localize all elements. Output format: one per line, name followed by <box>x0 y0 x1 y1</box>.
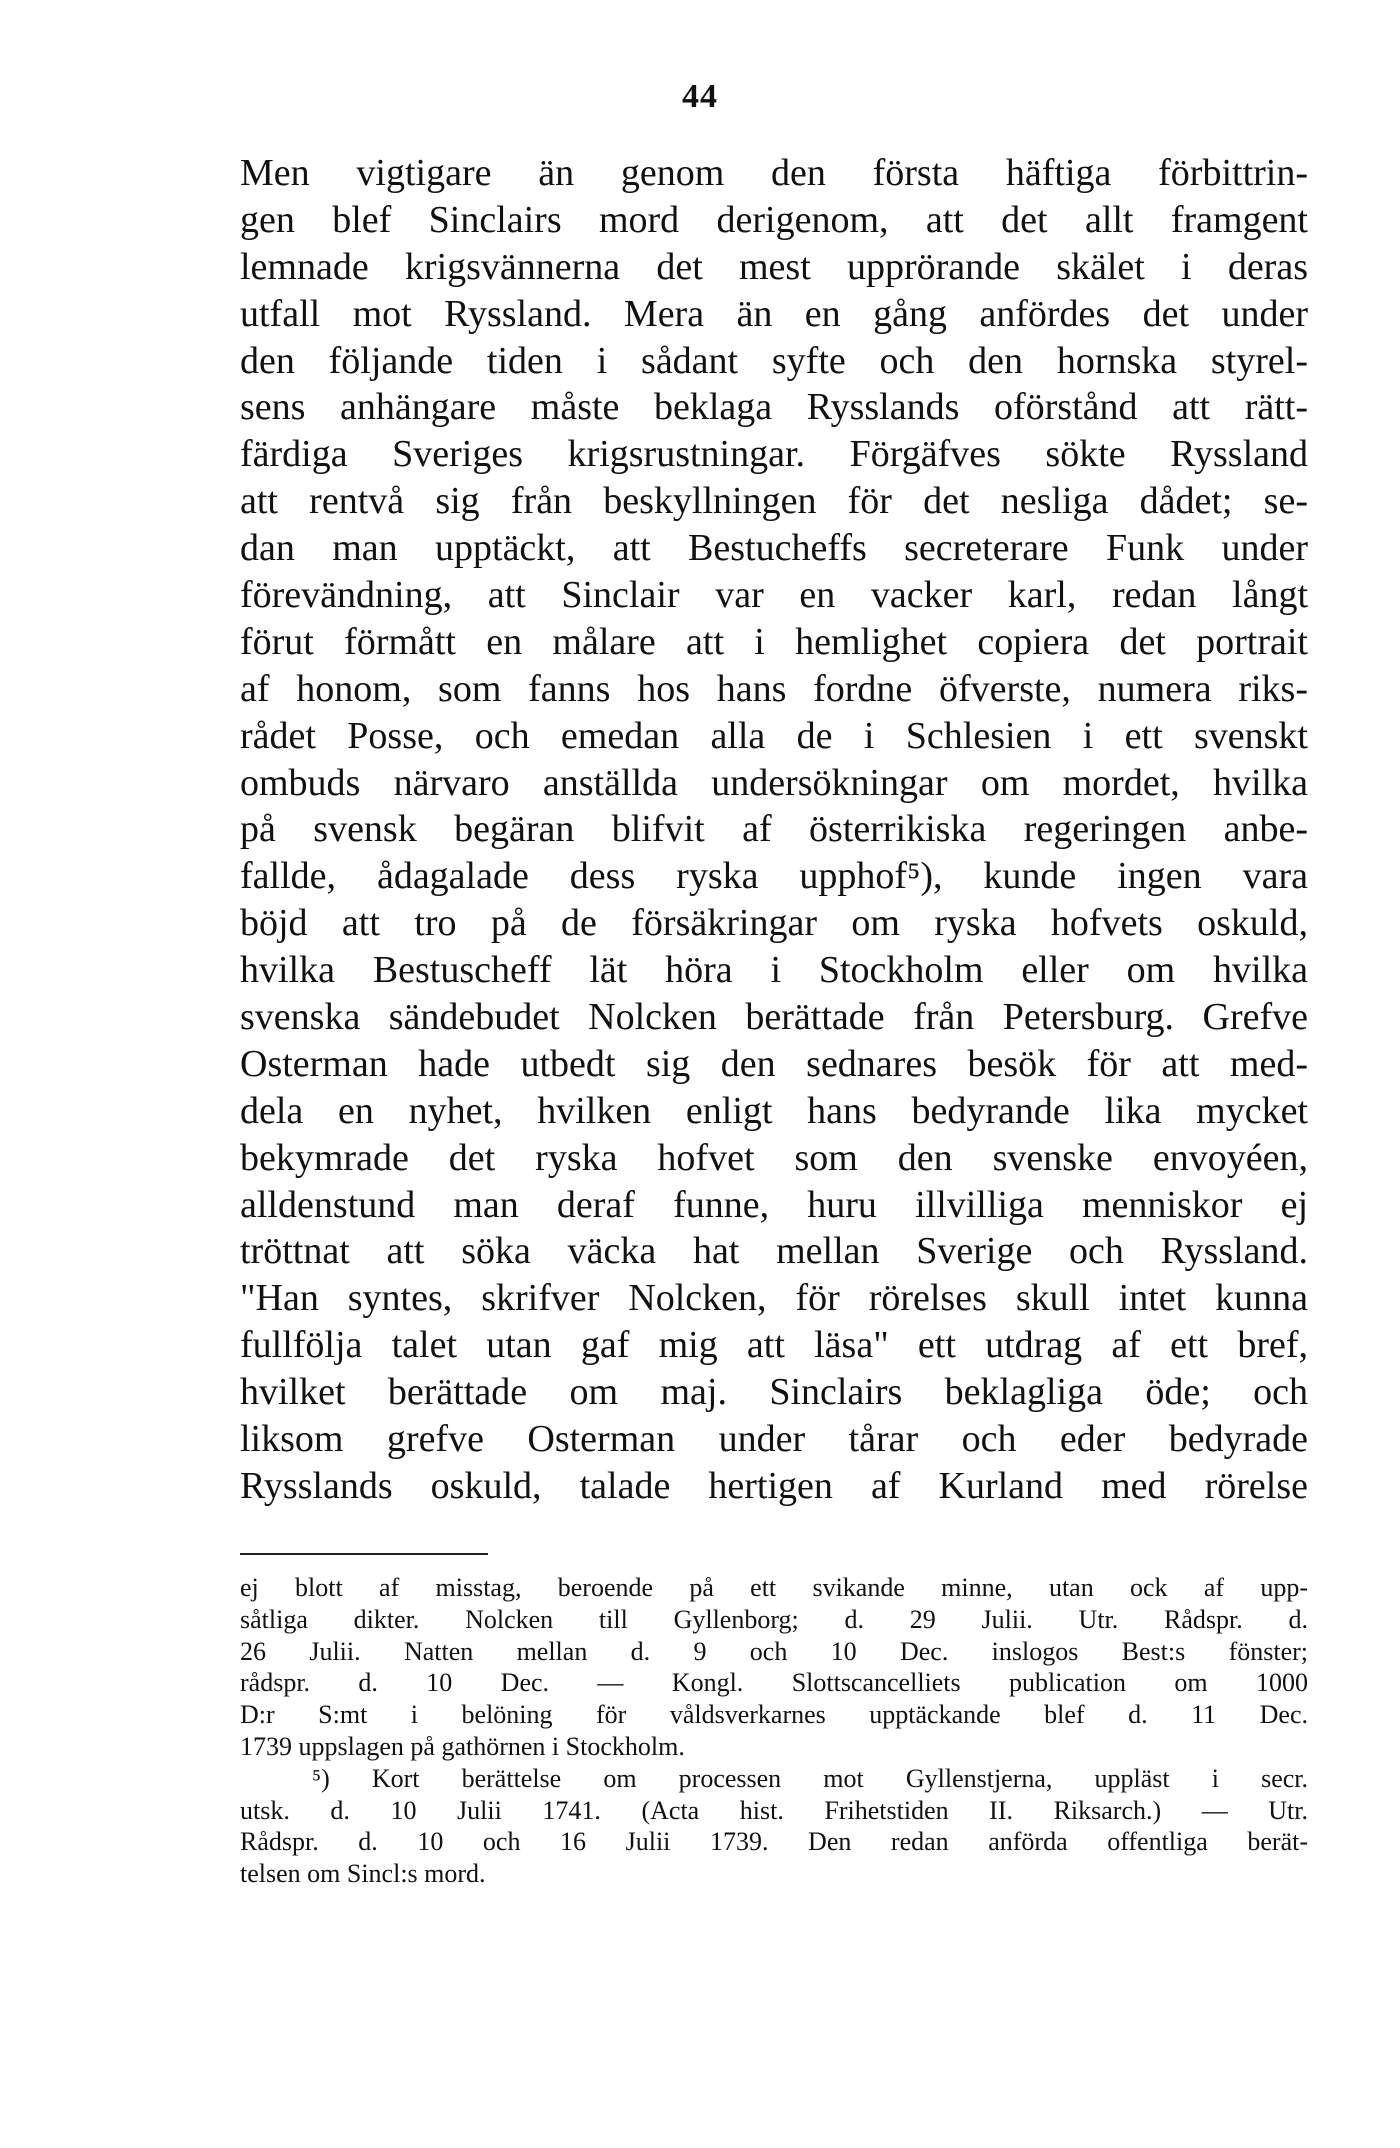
text-line: gen blef Sinclairs mord derigenom, att det allt framgent <box>240 198 1308 241</box>
text-line: tröttnat att söka väcka hat mellan Sverige och Ryssland. <box>240 1230 1308 1273</box>
text-line: fullfölja talet utan gaf mig att läsa" ett utdrag af ett bref, <box>240 1324 1308 1367</box>
footnote-line: ej blott af misstag, beroende på ett svikande minne, utan ock af upp- <box>240 1573 1308 1602</box>
footnote-line: 1739 uppslagen på gathörnen i Stockholm. <box>240 1731 685 1761</box>
footnote-line: rådspr. d. 10 Dec. — Kongl. Slottscancelliets publication om 1000 <box>240 1668 1308 1698</box>
text-line: liksom grefve Osterman under tårar och eder bedyrade <box>240 1418 1308 1461</box>
text-line: af honom, som fanns hos hans fordne öfverste, numera riks- <box>240 667 1308 710</box>
text-line: rådet Posse, och emedan alla de i Schlesien i ett svenskt <box>240 714 1308 757</box>
footnote-line: ⁵) Kort berättelse om processen mot Gyllenstjerna, uppläst i secr. <box>312 1763 1308 1793</box>
text-line: dan man upptäckt, att Bestucheffs secreterare Funk under <box>240 527 1308 570</box>
text-line: "Han syntes, skrifver Nolcken, för rörelses skull intet kunna <box>240 1277 1308 1320</box>
text-line: ombuds närvaro anställda undersökningar om mordet, hvilka <box>240 761 1308 804</box>
text-line: Osterman hade utbedt sig den sednares besök för att med- <box>240 1042 1308 1085</box>
text-line: svenska sändebudet Nolcken berättade från Petersburg. Grefve <box>240 996 1308 1039</box>
footnote-line: Rådspr. d. 10 och 16 Julii 1739. Den redan anförda offentliga berät- <box>240 1827 1308 1857</box>
footnote-line: D:r S:mt i belöning för våldsverkarnes upptäckande blef d. 11 Dec. <box>240 1700 1308 1730</box>
text-line: bekymrade det ryska hofvet som den svenske envoyéen, <box>240 1136 1308 1179</box>
text-line: på svensk begäran blifvit af österrikiska regeringen anbe- <box>240 808 1308 851</box>
footnotes <box>240 1572 1308 1890</box>
text-line: att rentvå sig från beskyllningen för det nesliga dådet; se- <box>240 480 1308 523</box>
footnote-divider <box>240 1553 488 1555</box>
page-number: 44 <box>682 78 718 115</box>
text-line: fallde, ådagalade dess ryska upphof⁵), kunde ingen vara <box>240 855 1308 898</box>
text-line: Men vigtigare än genom den första häftiga förbittrin- <box>240 152 1308 194</box>
text-line: hvilka Bestuscheff lät höra i Stockholm eller om hvilka <box>240 949 1308 992</box>
text-line: utfall mot Ryssland. Mera än en gång anfördes det under <box>240 292 1308 335</box>
footnote-line: såtliga dikter. Nolcken till Gyllenborg; d. 29 Julii. Utr. Rådspr. d. <box>240 1604 1308 1634</box>
footnote-line: utsk. d. 10 Julii 1741. (Acta hist. Frihetstiden II. Riksarch.) — Utr. <box>240 1795 1308 1825</box>
footnote-line: telsen om Sincl:s mord. <box>240 1859 486 1889</box>
text-line: Rysslands oskuld, talade hertigen af Kurland med rörelse <box>240 1464 1308 1507</box>
text-line: dela en nyhet, hvilken enligt hans bedyrande lika mycket <box>240 1089 1308 1132</box>
text-line: böjd att tro på de försäkringar om ryska hofvets oskuld, <box>240 902 1308 945</box>
text-line: färdiga Sveriges krigsrustningar. Förgäfves sökte Ryssland <box>240 433 1308 476</box>
text-line: sens anhängare måste beklaga Rysslands oförstånd att rätt- <box>240 386 1308 429</box>
body-text <box>240 150 1308 1510</box>
text-line: förut förmått en målare att i hemlighet copiera det portrait <box>240 620 1308 663</box>
text-line: alldenstund man deraf funne, huru illvilliga menniskor ej <box>240 1183 1308 1226</box>
text-line: lemnade krigsvännerna det mest upprörande skälet i deras <box>240 245 1308 288</box>
text-line: den följande tiden i sådant syfte och den hornska styrel- <box>240 339 1308 382</box>
footnote-line: 26 Julii. Natten mellan d. 9 och 10 Dec. inslogos Best:s fönster; <box>240 1636 1308 1666</box>
text-line: förevändning, att Sinclair var en vacker karl, redan långt <box>240 574 1308 617</box>
text-line: hvilket berättade om maj. Sinclairs beklagliga öde; och <box>240 1371 1308 1414</box>
